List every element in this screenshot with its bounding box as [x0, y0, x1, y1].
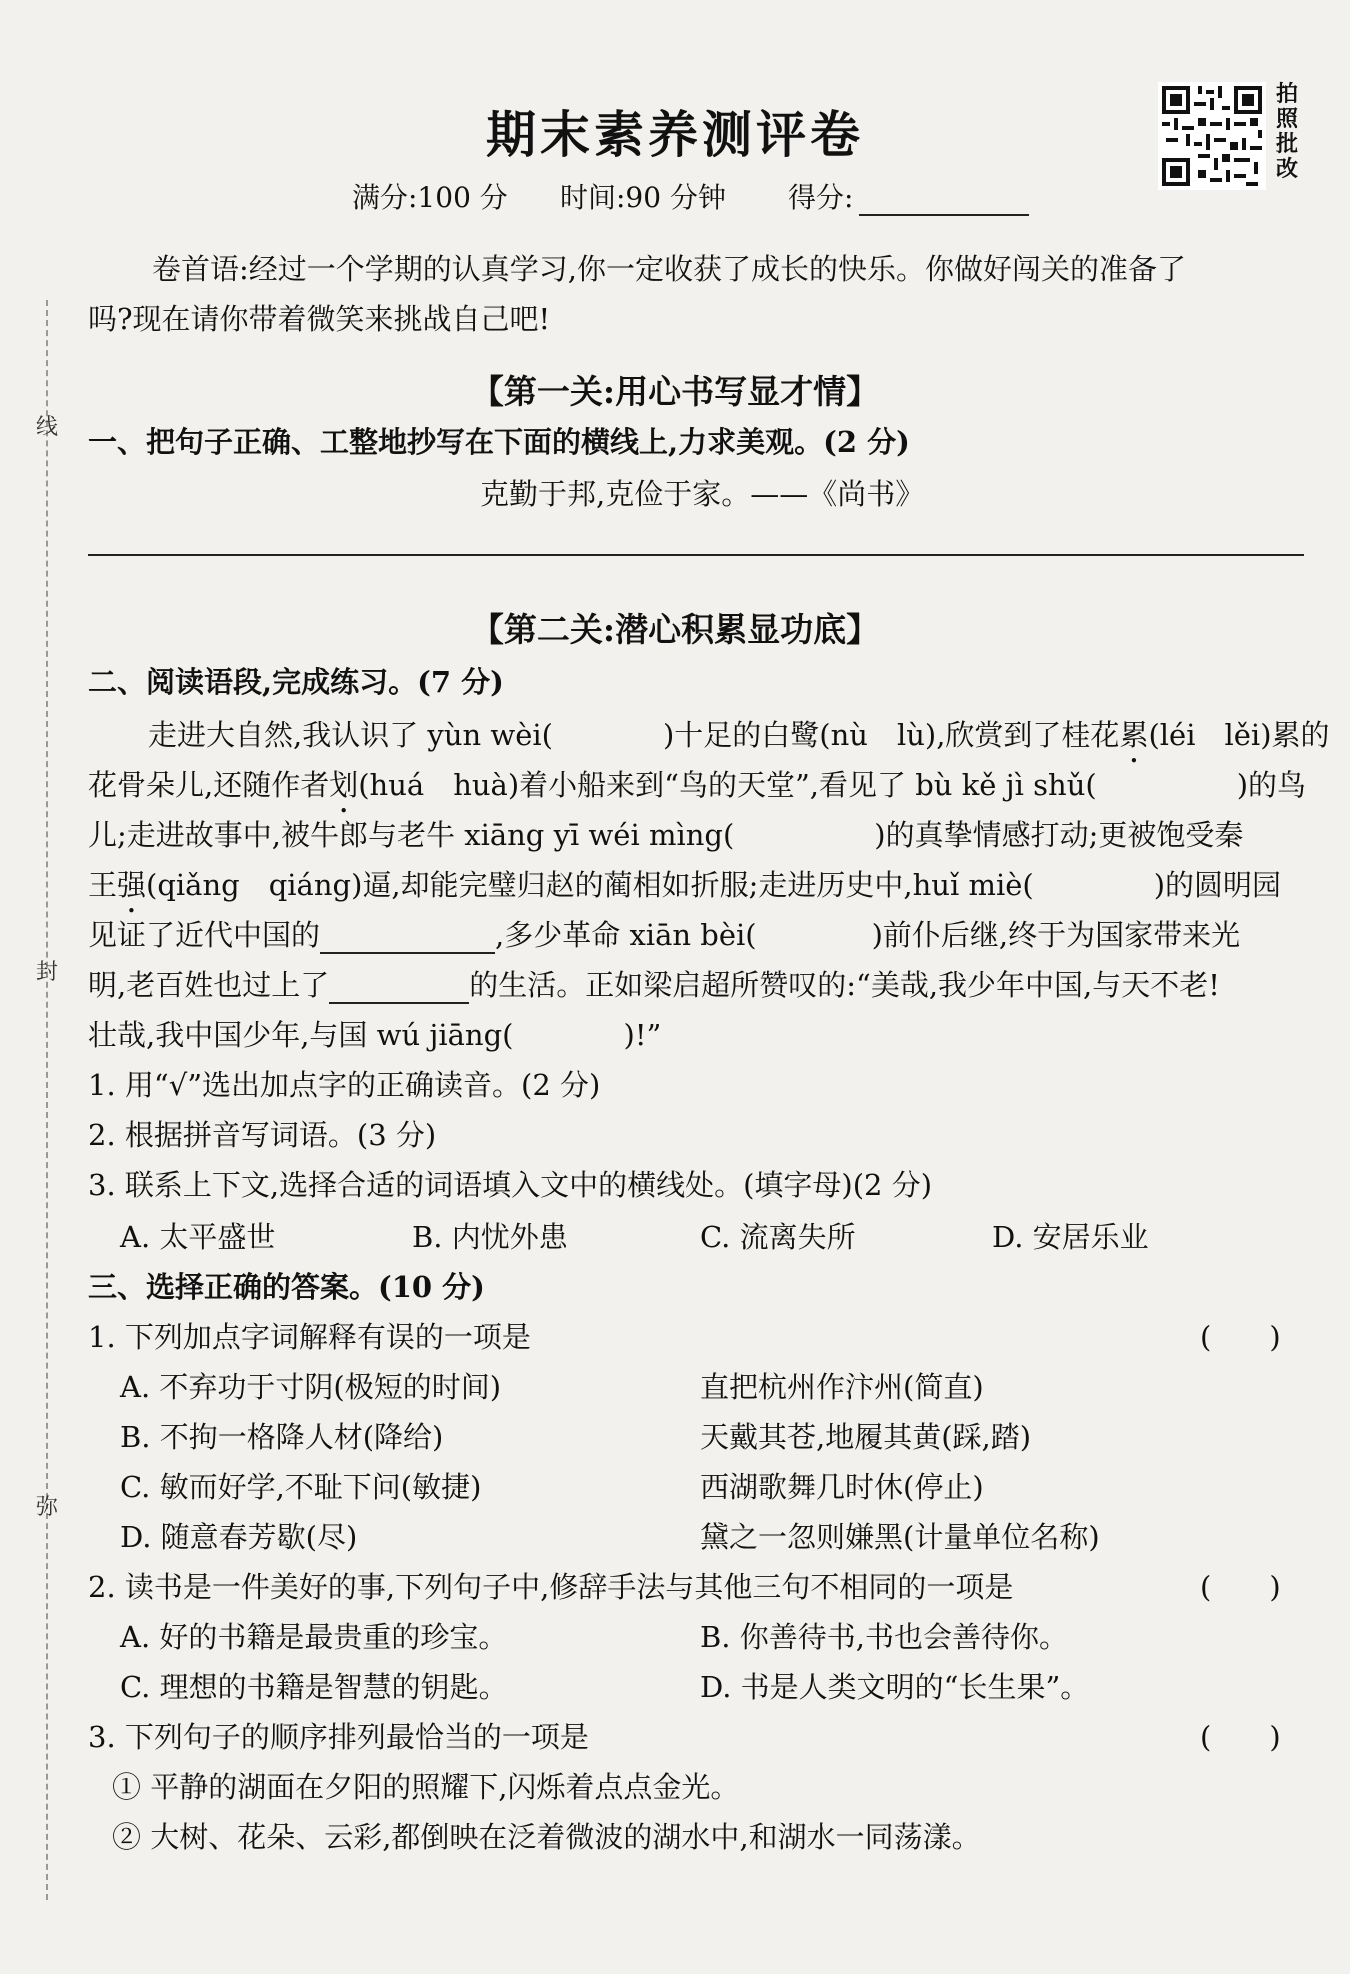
option-d[interactable]: D. 安居乐业	[992, 1220, 1149, 1254]
stage1-heading: 【第一关:用心书写显才情】	[470, 372, 880, 411]
margin-mark-line: 线	[36, 415, 59, 440]
q1-quote: 克勤于邦,克俭于家。——《尚书》	[480, 477, 925, 511]
score-blank[interactable]	[859, 186, 1029, 216]
margin-mark-seal2: 弥	[36, 1495, 59, 1520]
option-a[interactable]: A. 太平盛世	[120, 1220, 276, 1254]
exam-time: 时间:90 分钟	[560, 181, 726, 214]
q3-item2-c: C. 理想的书籍是智慧的钥匙。	[120, 1670, 508, 1704]
sub-question-1: 1. 用“√”选出加点字的正确读音。(2 分)	[88, 1068, 601, 1102]
passage-line-2: 花骨朵儿,还随作者划(huá huà)着小船来到“鸟的天堂”,看见了 bù kě jì shǔ( )的鸟	[88, 768, 1307, 802]
q3-item1-b2: 天戴其苍,地履其黄(踩,踏)	[700, 1420, 1032, 1454]
q3-item2-b: B. 你善待书,书也会善待你。	[700, 1620, 1068, 1654]
intro-line-2: 吗?现在请你带着微笑来挑战自己吧!	[88, 302, 551, 336]
qr-code-icon[interactable]	[1158, 82, 1266, 190]
option-b[interactable]: B. 内忧外患	[412, 1220, 568, 1254]
q3-item3-s1: ① 平静的湖面在夕阳的照耀下,闪烁着点点金光。	[112, 1770, 740, 1804]
answer-paren-3[interactable]: ( )	[1200, 1720, 1281, 1754]
passage-line-4: 王强(qiǎng qiáng)逼,却能完璧归赵的蔺相如折服;走进历史中,huǐ miè( )的圆明园	[88, 868, 1282, 902]
dotted-char: 划	[329, 768, 359, 802]
q3-item3-stem: 3. 下列句子的顺序排列最恰当的一项是	[88, 1720, 589, 1754]
score-label: 得分:	[788, 181, 854, 214]
binding-line	[46, 300, 48, 1900]
q3-item1-c2: 西湖歌舞几时休(停止)	[700, 1470, 984, 1504]
q3-item1-d2: 黛之一忽则嫌黑(计量单位名称)	[700, 1520, 1100, 1554]
fill-blank-1[interactable]	[320, 922, 495, 954]
dotted-char: 强	[117, 868, 147, 902]
margin-mark-seal: 封	[36, 960, 59, 985]
passage-line-7: 壮哉,我中国少年,与国 wú jiāng( )!”	[88, 1018, 662, 1052]
full-score: 满分:100 分	[352, 181, 508, 214]
q3-item3-s2: ② 大树、花朵、云彩,都倒映在泛着微波的湖水中,和湖水一同荡漾。	[112, 1820, 981, 1854]
dotted-char: 累	[1119, 718, 1149, 752]
stage2-heading: 【第二关:潜心积累显功底】	[470, 610, 880, 649]
q3-title: 三、选择正确的答案。(10 分)	[88, 1270, 485, 1304]
answer-paren-2[interactable]: ( )	[1200, 1570, 1281, 1604]
q2-title: 二、阅读语段,完成练习。(7 分)	[88, 665, 504, 699]
q3-item1-a2: 直把杭州作汴州(简直)	[700, 1370, 984, 1404]
q3-item1-b: B. 不拘一格降人材(降给)	[120, 1420, 444, 1454]
q3-item1-c: C. 敏而好学,不耻下问(敏捷)	[120, 1470, 482, 1504]
passage-line-1: 走进大自然,我认识了 yùn wèi( )十足的白鹭(nù lù),欣赏到了桂花累(léi lěi)累的	[148, 718, 1330, 752]
q3-item1-d: D. 随意春芳歇(尽)	[120, 1520, 358, 1554]
sub-question-3: 3. 联系上下文,选择合适的词语填入文中的横线处。(填字母)(2 分)	[88, 1168, 933, 1202]
qr-label: 拍照批改	[1276, 81, 1299, 182]
passage-line-5: 见证了近代中国的 ,多少革命 xiān bèi( )前仆后继,终于为国家带来光	[88, 918, 1241, 952]
passage-line-6: 明,老百姓也过上了 的生活。正如梁启超所赞叹的:“美哉,我少年中国,与天不老!	[88, 968, 1220, 1002]
answer-paren-1[interactable]: ( )	[1200, 1320, 1281, 1354]
q3-item1-a: A. 不弃功于寸阴(极短的时间)	[120, 1370, 502, 1404]
score-field[interactable]	[788, 176, 1029, 216]
sub-question-2: 2. 根据拼音写词语。(3 分)	[88, 1118, 437, 1152]
q1-title: 一、把句子正确、工整地抄写在下面的横线上,力求美观。(2 分)	[88, 425, 910, 459]
page-title: 期末素养测评卷	[486, 105, 864, 164]
q3-item2-d: D. 书是人类文明的“长生果”。	[700, 1670, 1090, 1704]
option-c[interactable]: C. 流离失所	[700, 1220, 856, 1254]
q3-item2-stem: 2. 读书是一件美好的事,下列句子中,修辞手法与其他三句不相同的一项是	[88, 1570, 1014, 1604]
q3-item1-stem: 1. 下列加点字词解释有误的一项是	[88, 1320, 531, 1354]
fill-blank-2[interactable]	[329, 972, 469, 1004]
q3-item2-a: A. 好的书籍是最贵重的珍宝。	[120, 1620, 508, 1654]
copy-answer-line[interactable]	[88, 554, 1304, 556]
intro-line-1: 卷首语:经过一个学期的认真学习,你一定收获了成长的快乐。你做好闯关的准备了	[152, 252, 1186, 286]
passage-line-3: 儿;走进故事中,被牛郎与老牛 xiāng yī wéi mìng( )的真挚情感打动;更被饱受秦	[88, 818, 1244, 852]
